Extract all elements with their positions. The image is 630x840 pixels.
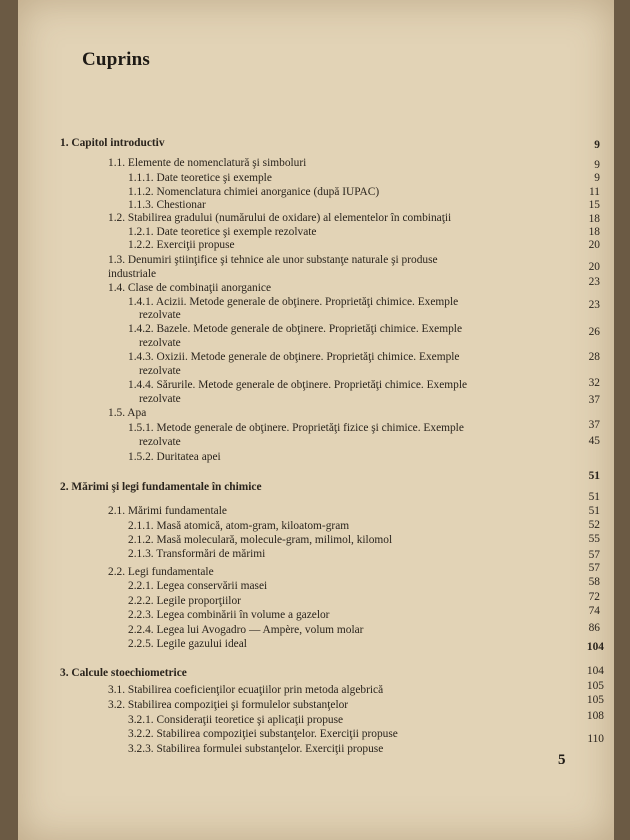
toc-entry-page: 105 xyxy=(586,680,604,692)
toc-entry-page: 58 xyxy=(588,576,600,588)
toc-entry-page: 23 xyxy=(588,299,600,311)
toc-entry xyxy=(108,505,227,518)
toc-entry-page: 105 xyxy=(586,694,604,706)
toc-entry-title: 1.2.1. Date teoretice şi exemple rezolvate xyxy=(128,226,317,238)
toc-entry-title: 1.2.2. Exerciţii propuse xyxy=(128,239,235,251)
toc-entry-page: 104 xyxy=(586,665,604,677)
toc-entry-page: 28 xyxy=(588,351,600,363)
toc-entry-page: 72 xyxy=(588,591,600,603)
toc-entry xyxy=(128,548,265,561)
toc-entry-page: 20 xyxy=(588,239,600,251)
toc-entry-title: 1.5. Apa xyxy=(108,407,147,419)
toc-entry-title: 2.1.3. Transformări de mărimi xyxy=(128,548,266,560)
toc-entry-page: 104 xyxy=(586,641,604,653)
toc-entry-page: 52 xyxy=(588,519,600,531)
toc-entry-page: 26 xyxy=(588,326,600,338)
toc-entry-page: 9 xyxy=(594,139,600,151)
toc-entry-title: 1.4.3. Oxizii. Metode generale de obţinere. Proprietăţi chimice. Exemple xyxy=(128,351,460,363)
toc-entry-page: 45 xyxy=(588,435,600,447)
toc-entry-title: 1. Capitol introductiv xyxy=(60,137,165,149)
toc-entry-title: 1.4.1. Acizii. Metode generale de obţinere. Proprietăţi chimice. Exemple xyxy=(128,296,459,308)
toc-entry xyxy=(128,743,383,756)
toc-entry-page: 18 xyxy=(588,213,600,225)
toc-entry xyxy=(128,714,343,727)
toc-entry xyxy=(108,254,438,267)
toc-entry xyxy=(108,282,271,295)
toc-entry xyxy=(128,296,458,309)
toc-entry-title: 3.2.3. Stabilirea formulei substanţelor. Exerciţii propuse xyxy=(128,743,384,755)
toc-entry-title: 3. Calcule stoechiometrice xyxy=(60,667,187,679)
toc-entry xyxy=(108,699,348,712)
toc-entry xyxy=(108,684,383,697)
toc-entry xyxy=(128,172,272,185)
toc-entry xyxy=(128,534,392,547)
toc-entry-page: 11 xyxy=(589,186,600,198)
toc-entry-page: 9 xyxy=(594,159,600,171)
toc-entry xyxy=(60,667,187,680)
toc-entry-page: 37 xyxy=(588,419,600,431)
toc-entry-page: 57 xyxy=(588,562,600,574)
toc-entry-page: 23 xyxy=(588,276,600,288)
toc-entry xyxy=(108,157,306,170)
toc-entry-title: 2.1. Mărimi fundamentale xyxy=(108,505,227,517)
toc-entry-page: 20 xyxy=(588,261,600,273)
toc-entry-title: 3.2.2. Stabilirea compoziţiei substanţelor. Exerciţii propuse xyxy=(128,728,398,740)
toc-entry-title: 2.2. Legi fundamentale xyxy=(108,566,214,578)
toc-entry xyxy=(60,481,262,494)
toc-entry-title: 2. Mărimi şi legi fundamentale în chimice xyxy=(60,481,262,493)
toc-entry-page: 110 xyxy=(587,733,604,745)
toc-entry-title: 1.4. Clase de combinaţii anorganice xyxy=(108,282,272,294)
page-title: Cuprins xyxy=(82,49,150,70)
toc-entry xyxy=(128,609,329,622)
toc-entry xyxy=(128,728,398,741)
toc-entry-title: rezolvate xyxy=(139,436,181,448)
toc-entry xyxy=(128,624,363,637)
toc-entry-title: 1.4.2. Bazele. Metode generale de obţinere. Proprietăţi chimice. Exemple xyxy=(128,323,462,335)
toc-entry-title: 2.2.1. Legea conservării masei xyxy=(128,580,268,592)
toc-entry xyxy=(128,186,379,199)
toc-entry xyxy=(139,337,181,350)
table-of-contents xyxy=(18,0,614,840)
toc-entry xyxy=(108,407,146,420)
toc-entry xyxy=(128,451,221,464)
toc-entry xyxy=(139,393,181,406)
toc-entry-page: 51 xyxy=(588,470,600,482)
toc-entry-title: 1.5.2. Duritatea apei xyxy=(128,451,221,463)
toc-entry xyxy=(139,309,181,322)
toc-entry-page: 9 xyxy=(594,172,600,184)
toc-entry-title: 2.2.2. Legile proporţiilor xyxy=(128,595,241,607)
toc-entry-page: 86 xyxy=(588,622,600,634)
toc-entry-title: 2.1.1. Masă atomică, atom-gram, kiloatom-gram xyxy=(128,520,350,532)
toc-entry xyxy=(108,212,451,225)
toc-entry xyxy=(128,351,459,364)
toc-entry-title: 2.2.5. Legile gazului ideal xyxy=(128,638,247,650)
toc-entry-page: 55 xyxy=(588,533,600,545)
toc-entry-page: 74 xyxy=(588,605,600,617)
book-page xyxy=(18,0,614,840)
toc-entry-title: 3.1. Stabilirea coeficienţilor ecuaţiilor prin metoda algebrică xyxy=(108,684,384,696)
toc-entry-title: 1.5.1. Metode generale de obţinere. Proprietăţi fizice şi chimice. Exemple xyxy=(128,422,464,434)
toc-entry xyxy=(128,520,349,533)
toc-entry-title: 3.2.1. Consideraţii teoretice şi aplicaţii propuse xyxy=(128,714,344,726)
toc-entry-title: 2.1.2. Masă moleculară, molecule-gram, milimol, kilomol xyxy=(128,534,393,546)
toc-entry xyxy=(139,436,181,449)
toc-entry xyxy=(128,379,467,392)
toc-entry-page: 51 xyxy=(588,505,600,517)
page-number: 5 xyxy=(558,752,566,768)
toc-entry-title: 1.1.1. Date teoretice şi exemple xyxy=(128,172,272,184)
toc-entry xyxy=(108,566,214,579)
toc-entry-page: 57 xyxy=(588,549,600,561)
toc-entry-page: 15 xyxy=(588,199,600,211)
toc-entry xyxy=(128,580,267,593)
toc-entry-title: 2.2.3. Legea combinării în volume a gazelor xyxy=(128,609,330,621)
toc-entry-page: 108 xyxy=(586,710,604,722)
toc-entry-title: 1.1. Elemente de nomenclatură şi simboluri xyxy=(108,157,307,169)
toc-entry-page: 18 xyxy=(588,226,600,238)
toc-entry xyxy=(139,365,181,378)
toc-entry-page: 37 xyxy=(588,394,600,406)
toc-entry xyxy=(60,137,165,150)
toc-entry-title: rezolvate xyxy=(139,393,181,405)
toc-entry xyxy=(128,199,206,212)
toc-entry xyxy=(128,226,317,239)
toc-entry xyxy=(128,323,462,336)
toc-entry-page: 32 xyxy=(588,377,600,389)
toc-entry-title: 1.1.2. Nomenclatura chimiei anorganice (după IUPAC) xyxy=(128,186,380,198)
toc-entry-title: 1.4.4. Sărurile. Metode generale de obţinere. Proprietăţi chimice. Exemple xyxy=(128,379,468,391)
toc-entry xyxy=(128,239,235,252)
toc-entry-title: rezolvate xyxy=(139,365,181,377)
toc-entry xyxy=(108,268,156,281)
toc-entry-title: 1.2. Stabilirea gradului (numărului de oxidare) al elementelor în combinaţii xyxy=(108,212,452,224)
toc-entry xyxy=(128,422,464,435)
toc-entry-page: 51 xyxy=(588,491,600,503)
toc-entry-title: 2.2.4. Legea lui Avogadro — Ampère, volum molar xyxy=(128,624,364,636)
toc-entry-title: 3.2. Stabilirea compoziţiei şi formulelor substanţelor xyxy=(108,699,349,711)
toc-entry-title: rezolvate xyxy=(139,337,181,349)
toc-entry xyxy=(128,595,241,608)
toc-entry-title: industriale xyxy=(108,268,157,280)
toc-entry-title: 1.3. Denumiri ştiinţifice şi tehnice ale unor substanţe naturale şi produse xyxy=(108,254,438,266)
toc-entry xyxy=(128,638,247,651)
toc-entry-title: 1.1.3. Chestionar xyxy=(128,199,206,211)
toc-entry-title: rezolvate xyxy=(139,309,181,321)
